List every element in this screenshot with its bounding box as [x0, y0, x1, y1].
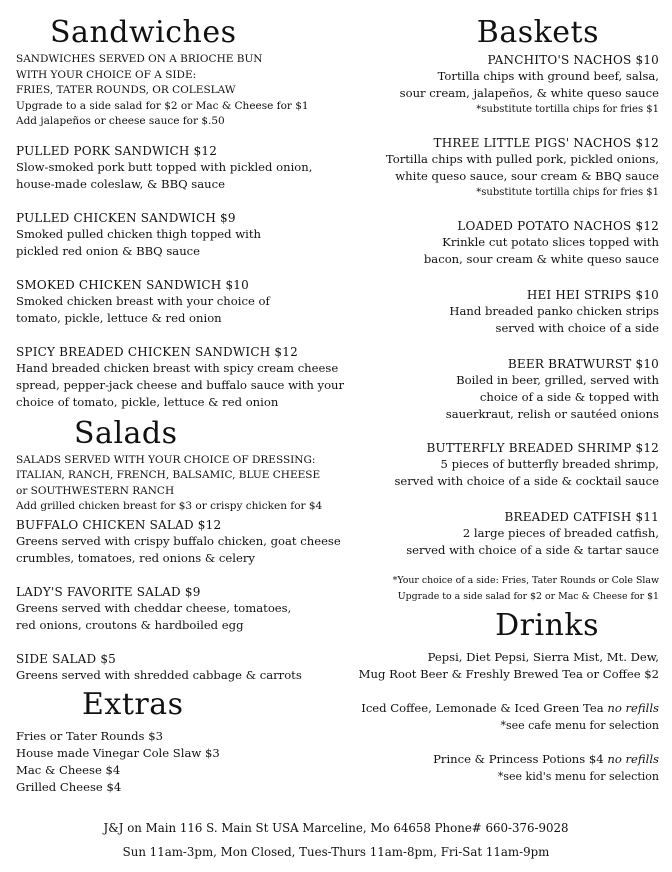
menu-item [16, 651, 346, 684]
item-desc: 5 pieces of butterfly breaded shrimp, [440, 457, 659, 471]
item-desc: pickled red onion & BBQ sauce [16, 243, 201, 258]
item-desc: Smoked pulled chicken thigh topped with [16, 226, 261, 241]
no-refills-label: no refills [607, 752, 659, 766]
menu-item [16, 210, 346, 260]
drink-line: Mug Root Beer & Freshly Brewed Tea or Coffee $2 [358, 667, 659, 681]
extras-item: House made Vinegar Cole Slaw $3 [16, 745, 220, 760]
item-desc: served with choice of a side [495, 321, 659, 335]
item-title: SIDE SALAD $5 [16, 651, 116, 666]
salads-intro [16, 453, 346, 515]
item-desc: served with choice of a side & tartar sauce [406, 543, 659, 557]
side-note-line: *Your choice of a side: Fries, Tater Rounds or Cole Slaw [392, 575, 659, 586]
menu-item [329, 135, 659, 201]
intro-line: Add grilled chicken breast for $3 or crispy chicken for $4 [16, 500, 323, 512]
item-desc: sour cream, jalapeños, & white queso sauce [399, 86, 659, 100]
item-desc: Hand breaded panko chicken strips [449, 304, 659, 318]
extras-item: Grilled Cheese $4 [16, 779, 122, 794]
item-desc: Greens served with crispy buffalo chicken, goat cheese [16, 533, 341, 548]
item-desc: Tortilla chips with ground beef, salsa, [437, 69, 659, 83]
item-desc: Krinkle cut potato slices topped with [442, 235, 659, 249]
extras-heading: Extras [82, 686, 184, 722]
item-desc: bacon, sour cream & white queso sauce [423, 252, 659, 266]
item-desc: sauerkraut, relish or sautéed onions [445, 407, 659, 421]
intro-line: ITALIAN, RANCH, FRENCH, BALSAMIC, BLUE CHEESE [16, 469, 321, 481]
item-desc: crumbles, tomatoes, red onions & celery [16, 550, 255, 565]
item-note: *substitute tortilla chips for fries $1 [476, 104, 659, 115]
item-title: THREE LITTLE PIGS' NACHOS $12 [433, 136, 659, 150]
menu-item [16, 277, 346, 327]
drinks-potions [329, 751, 659, 785]
item-desc: spread, pepper-jack cheese and buffalo sauce with your [16, 377, 345, 392]
menu-item [329, 440, 659, 490]
footer [0, 816, 672, 864]
drinks-soda [329, 649, 659, 683]
item-desc: Boiled in beer, grilled, served with [456, 373, 659, 387]
intro-line: Upgrade to a side salad for $2 or Mac & Cheese for $1 [16, 99, 309, 112]
item-title: PULLED CHICKEN SANDWICH $9 [16, 210, 236, 225]
extras-item: Mac & Cheese $4 [16, 762, 121, 777]
item-desc: served with choice of a side & cocktail sauce [394, 474, 659, 488]
item-note: *substitute tortilla chips for fries $1 [476, 187, 659, 198]
menu-item [329, 509, 659, 559]
menu-item [16, 584, 346, 634]
item-desc: house-made coleslaw, & BBQ sauce [16, 176, 225, 191]
item-title: BEER BRATWURST $10 [507, 357, 659, 371]
intro-line: FRIES, TATER ROUNDS, OR COLESLAW [16, 84, 236, 96]
extras-list [16, 728, 346, 796]
item-desc: Smoked chicken breast with your choice of [16, 293, 270, 308]
item-title: PANCHITO'S NACHOS $10 [487, 53, 659, 67]
footer-hours: Sun 11am-3pm, Mon Closed, Tues-Thurs 11am-8pm, Fri-Sat 11am-9pm [122, 845, 550, 859]
item-desc: white queso sauce, sour cream & BBQ sauce [395, 169, 659, 183]
item-desc: tomato, pickle, lettuce & red onion [16, 310, 222, 325]
item-desc: choice of tomato, pickle, lettuce & red onion [16, 394, 279, 409]
drink-note: *see kid's menu for selection [497, 770, 659, 783]
item-desc: Greens served with cheddar cheese, tomatoes, [16, 600, 292, 615]
intro-line: SANDWICHES SERVED ON A BRIOCHE BUN [16, 53, 263, 65]
intro-line: SALADS SERVED WITH YOUR CHOICE OF DRESSING: [16, 453, 316, 466]
drink-text: Iced Coffee, Lemonade & Iced Green Tea [361, 701, 604, 715]
menu-item [16, 143, 346, 193]
sandwiches-intro [16, 52, 346, 130]
item-desc: Hand breaded chicken breast with spicy cream cheese [16, 360, 339, 375]
intro-line: Add jalapeños or cheese sauce for $.50 [16, 115, 225, 127]
drinks-iced [329, 700, 659, 734]
no-refills-label: no refills [607, 701, 659, 715]
drink-line: Pepsi, Diet Pepsi, Sierra Mist, Mt. Dew, [427, 650, 659, 664]
baskets-heading: Baskets [476, 15, 599, 50]
drink-note: *see cafe menu for selection [500, 719, 659, 732]
item-title: SPICY BREADED CHICKEN SANDWICH $12 [16, 344, 298, 359]
drink-text: Prince & Princess Potions $4 [433, 752, 604, 766]
menu-item [329, 218, 659, 268]
side-note-line: Upgrade to a side salad for $2 or Mac & Cheese for $1 [397, 591, 659, 602]
intro-line: WITH YOUR CHOICE OF A SIDE: [16, 68, 197, 81]
side-note [329, 573, 659, 605]
right-column [329, 14, 659, 785]
drink-line [329, 700, 659, 717]
footer-address: J&J on Main 116 S. Main St USA Marceline, Mo 64658 Phone# 660-376-9028 [103, 821, 569, 835]
item-title: LOADED POTATO NACHOS $12 [457, 219, 659, 233]
item-title: BREADED CATFISH $11 [504, 510, 659, 524]
item-desc: choice of a side & topped with [479, 390, 659, 404]
left-column [16, 14, 346, 796]
item-title: BUFFALO CHICKEN SALAD $12 [16, 517, 222, 532]
menu-item [329, 356, 659, 423]
menu-item [329, 52, 659, 118]
item-title: PULLED PORK SANDWICH $12 [16, 143, 218, 158]
item-desc: Tortilla chips with pulled pork, pickled onions, [385, 152, 659, 166]
item-desc: Slow-smoked pork butt topped with pickled onion, [16, 159, 313, 174]
item-title: HEI HEI STRIPS $10 [526, 288, 659, 302]
extras-item: Fries or Tater Rounds $3 [16, 728, 163, 743]
menu-item [16, 344, 346, 411]
drinks-heading: Drinks [495, 608, 599, 643]
item-title: BUTTERFLY BREADED SHRIMP $12 [426, 441, 659, 455]
item-desc: Greens served with shredded cabbage & carrots [16, 667, 302, 682]
item-title: LADY'S FAVORITE SALAD $9 [16, 584, 201, 599]
drink-line [329, 751, 659, 768]
item-title: SMOKED CHICKEN SANDWICH $10 [16, 277, 249, 292]
sandwiches-heading: Sandwiches [50, 15, 237, 50]
menu-item [329, 287, 659, 337]
item-desc: 2 large pieces of breaded catfish, [462, 526, 659, 540]
item-desc: red onions, croutons & hardboiled egg [16, 617, 244, 632]
intro-line: or SOUTHWESTERN RANCH [16, 484, 175, 497]
salads-heading: Salads [74, 415, 178, 451]
menu-item [16, 517, 346, 567]
